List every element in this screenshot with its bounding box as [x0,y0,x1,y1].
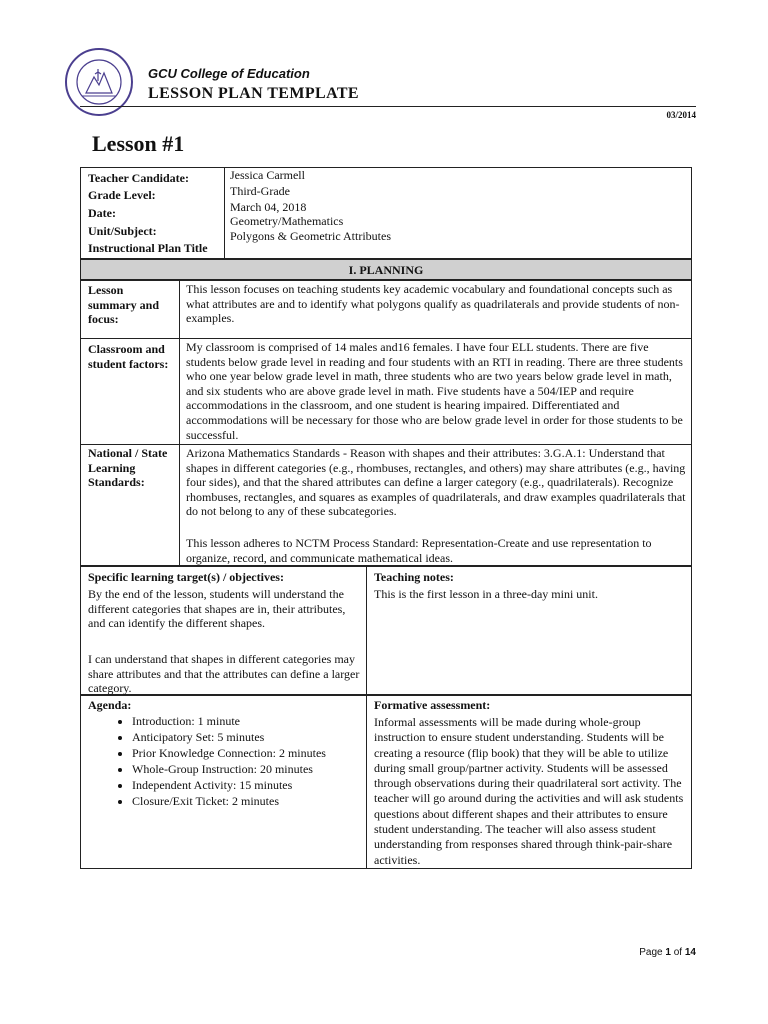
info-value-grade: Third-Grade [230,184,290,198]
objectives-text-2: I can understand that shapes in different categories may share attributes and that the attributes can define a larger category. [88,652,360,696]
of-word: of [673,947,683,958]
info-value-date: March 04, 2018 [230,200,307,214]
agenda-item: • Closure/Exit Ticket: 2 minutes [132,793,364,809]
info-value-plan-title: Polygons & Geometric Attributes [230,229,391,243]
teaching-notes-text: This is the first lesson in a three-day mini unit. [374,587,598,601]
college-name: GCU College of Education [148,66,310,81]
agenda-list [88,713,364,809]
summary-label: Lesson summary and focus: [88,283,160,327]
summary-rule [80,338,692,339]
info-label-plan-title: Instructional Plan Title [88,241,208,255]
page-total: 14 [684,947,696,958]
summary-text: This lesson focuses on teaching students key academic vocabulary and foundational concepts such as what attributes are and to identify what polygons qualify as quadrilaterals and provide students of non-examples. [186,282,680,326]
agenda-item: • Prior Knowledge Connection: 2 minutes [132,745,364,761]
info-label-date: Date: [88,206,116,220]
factors-label: Classroom and student factors: [88,342,169,371]
teaching-notes-heading: Teaching notes: [374,570,454,584]
agenda-item: • Whole-Group Instruction: 20 minutes [132,761,364,777]
agenda-item: • Introduction: 1 minute [132,713,364,729]
page-number [639,947,696,958]
standards-label: National / State Learning Standards: [88,446,168,490]
agenda-item: • Independent Activity: 15 minutes [132,777,364,793]
standards-text-1: Arizona Mathematics Standards - Reason with shapes and their attributes: 3.G.A.1: Understand that shapes in different categories (e.g., rhombuses, rectangles, and others) may share attributes (e.g., having four sides), and that the shared attributes can define a larger category (e.g., quadrilaterals). Recognize rhombuses, rectangles, and squares as examples of quadrilaterals, and draw examples quadrilaterals that do not belong to any of these subcategories. [186,446,686,519]
info-label-unit: Unit/Subject: [88,224,157,238]
info-label-teacher: Teacher Candidate: [88,171,190,185]
agenda-list-wrap [88,713,364,809]
info-label-grade: Grade Level: [88,188,156,202]
factors-text: My classroom is comprised of 14 males and16 females. I have four ELL students. There are five students below grade level in reading and four students with an RTI in reading. There are three students who one year below grade level in math, three students who are two years below grade level in math, and six students who are above grade level in math. Five students have a 504/IEP and require accommodations in the classroom, and one student is hearing impaired. Differentiated and accommodations will be necessary for those who are below grade level in order for those students to be successful. [186,340,683,442]
planning-heading: I. PLANNING [348,263,424,277]
planning-divider [179,280,180,566]
header-rule [80,106,696,107]
page-current: 1 [665,947,671,958]
formative-heading: Formative assessment: [374,698,491,712]
info-value-unit: Geometry/Mathematics [230,214,344,228]
info-divider [224,167,225,259]
formative-text: Informal assessments will be made during whole-group instruction to ensure student understanding. Students will be creating a resource (flip book) that they will be able to utilize during small group/partner activity. Students will be assessed through observations during their quadrilateral sort activity. The teacher will go around during the activities and will ask students questions about different shapes and their attributes to ensure student understanding. The teacher will also assess student understanding from responses shared through think-pair-share activities. [374,715,684,867]
objectives-heading: Specific learning target(s) / objectives: [88,570,284,584]
page-word: Page [639,947,663,958]
lesson-title: Lesson #1 [92,131,185,156]
standards-text-2: This lesson adheres to NCTM Process Standard: Representation-Create and use representation to organize, record, and communicate mathematical ideas. [186,536,652,565]
agenda-heading: Agenda: [88,698,132,712]
template-version-date: 03/2014 [666,110,696,120]
template-title: LESSON PLAN TEMPLATE [148,85,360,102]
factors-rule [80,444,692,445]
agenda-item: • Anticipatory Set: 5 minutes [132,729,364,745]
info-value-teacher: Jessica Carmell [230,168,305,182]
objectives-text-1: By the end of the lesson, students will understand the different categories that shapes are in, their attributes, and can identify the different shapes. [88,587,346,631]
